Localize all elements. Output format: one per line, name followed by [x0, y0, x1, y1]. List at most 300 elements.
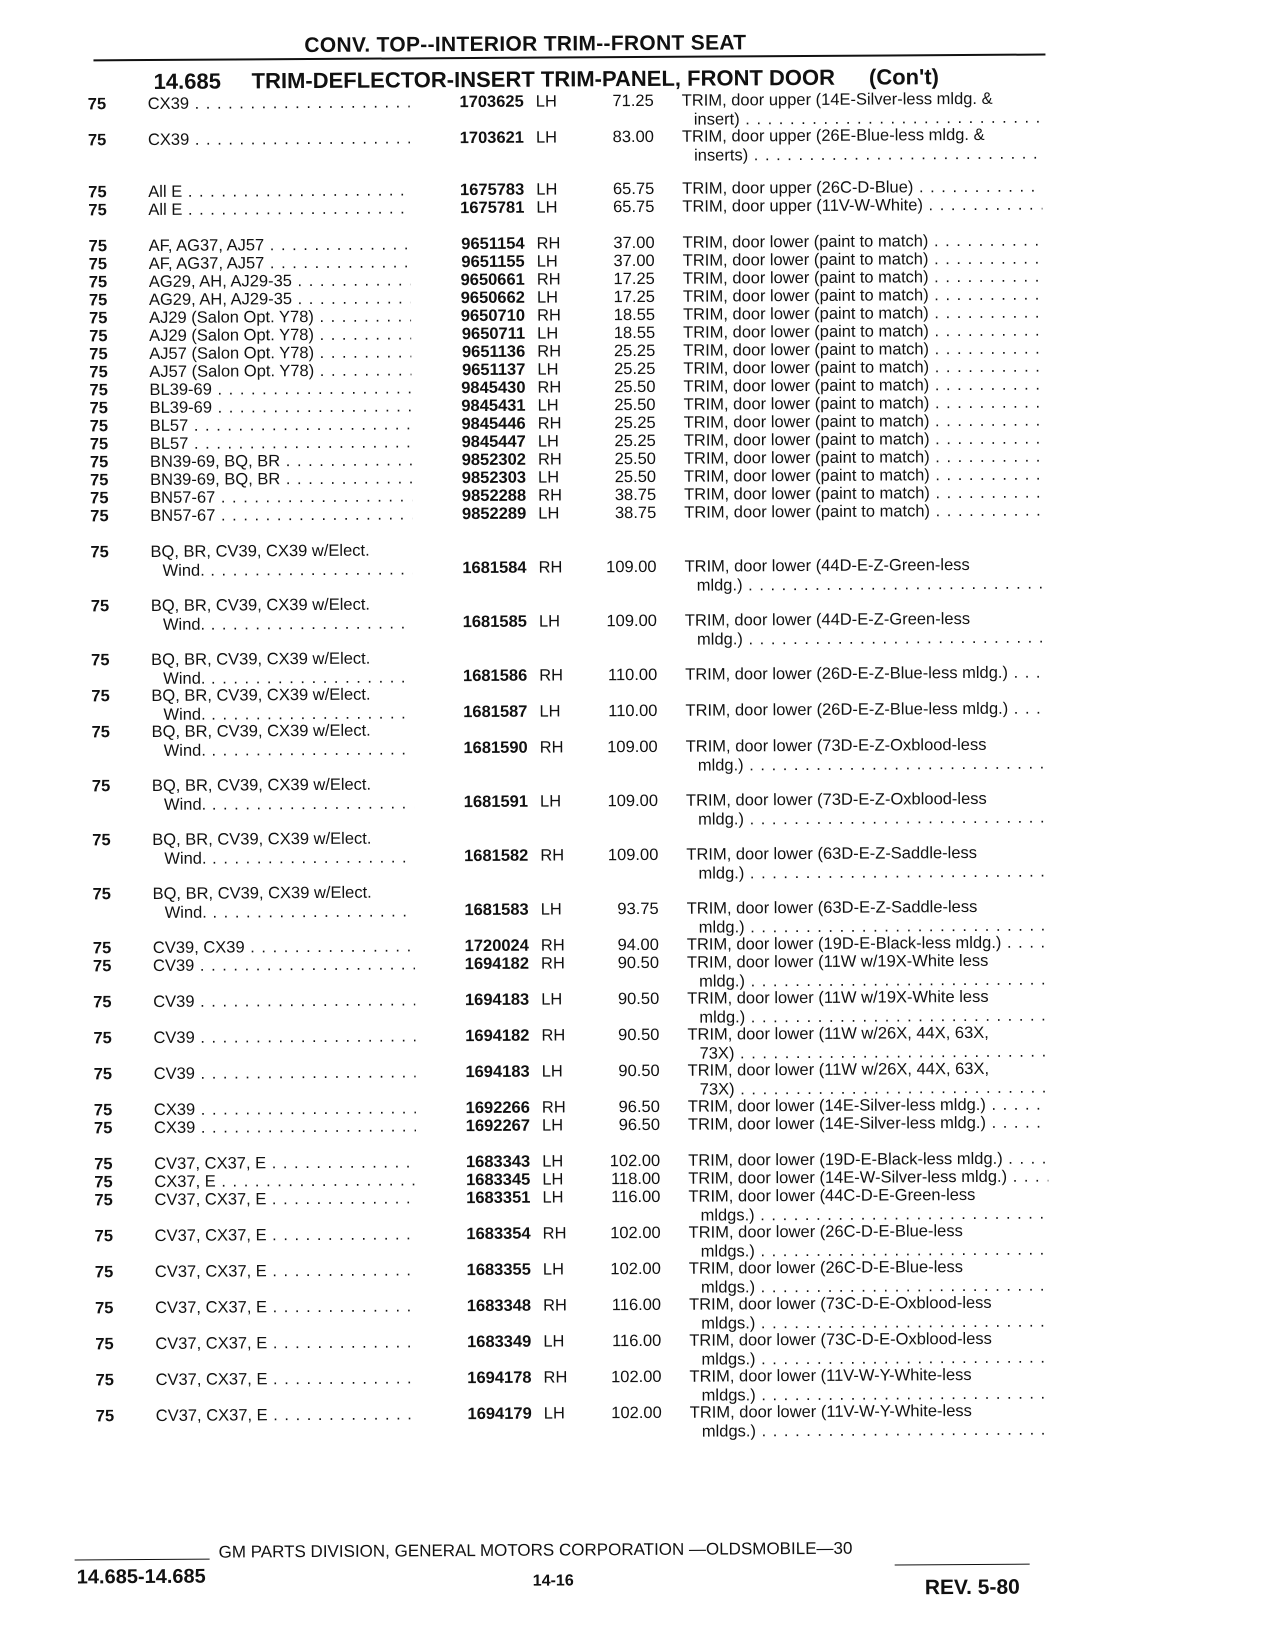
model-text: BQ, BR, CV39, CX39 w/Elect. — [151, 685, 371, 705]
description-text: TRIM, door lower (44D-E-Z-Green-less — [684, 609, 971, 630]
code-cell: 75 — [95, 1407, 115, 1426]
description-text: TRIM, door lower (44D-E-Z-Green-less — [684, 555, 970, 576]
description-text: TRIM, door lower (paint to match) . . . — [683, 286, 1043, 307]
model-text: BQ, BR, CV39, CX39 w/Elect. — [150, 595, 371, 615]
description-cell — [687, 988, 1047, 1027]
model-text: Wind. . . . — [152, 848, 414, 868]
side-cell: LH — [537, 396, 559, 415]
model-text: BQ, BR, CV39, CX39 w/Elect. — [152, 829, 372, 849]
description-text: mldg.) . . . — [685, 574, 1045, 595]
part-number-cell: 9651154 — [461, 234, 525, 254]
description-text: mldg.) . . . — [685, 628, 1045, 649]
model-text: Wind. . . . — [151, 668, 413, 688]
model-cell — [149, 361, 411, 381]
description-text: TRIM, door lower (73C-D-E-Oxblood-less — [689, 1329, 992, 1350]
part-number-cell: 1681584 — [462, 558, 527, 578]
price-cell: 83.00 — [612, 127, 655, 147]
model-cell — [153, 991, 415, 1011]
price-cell: 90.50 — [617, 953, 660, 973]
part-number-cell: 9650661 — [460, 270, 525, 290]
price-cell: 102.00 — [610, 1259, 661, 1279]
side-cell: RH — [537, 378, 562, 397]
side-cell: RH — [536, 306, 561, 325]
model-cell — [154, 1189, 416, 1209]
model-text: CX39 . . . — [148, 93, 410, 113]
description-text: mldg.) . . . — [686, 754, 1046, 775]
code-cell: 75 — [88, 309, 108, 328]
side-cell: LH — [539, 702, 561, 721]
model-cell — [149, 325, 411, 345]
price-cell: 38.75 — [614, 485, 657, 505]
description-text: TRIM, door lower (paint to match) . . . — [683, 322, 1043, 343]
code-cell: 75 — [88, 273, 108, 292]
part-number-cell: 9650710 — [460, 306, 526, 326]
model-text: BQ, BR, CV39, CX39 w/Elect. — [151, 775, 372, 795]
part-number-cell: 1694183 — [464, 990, 530, 1010]
table-row — [2, 1148, 1280, 1174]
part-number-cell: 9852288 — [461, 486, 527, 506]
part-number-cell: 1694182 — [465, 1026, 530, 1046]
description-text: TRIM, door lower (26D-E-Z-Blue-less mldg.) . . . — [685, 664, 1045, 685]
side-cell: RH — [540, 846, 565, 865]
description-cell — [684, 502, 1044, 523]
side-cell: LH — [542, 1170, 564, 1189]
price-cell: 38.75 — [614, 503, 657, 523]
part-number-cell: 9651155 — [461, 252, 525, 272]
side-cell: RH — [538, 558, 563, 577]
description-text: TRIM, door lower (paint to match) . . . — [684, 448, 1044, 469]
price-cell: 25.25 — [614, 413, 656, 433]
part-number-cell: 1681586 — [462, 666, 528, 686]
description-text: TRIM, door upper (11V-W-White) . . . — [682, 196, 1042, 217]
model-text: BN39-69, BQ, BR . . . — [150, 469, 412, 489]
model-text: BQ, BR, CV39, CX39 w/Elect. — [152, 883, 372, 903]
model-cell — [155, 1225, 417, 1245]
price-cell: 71.25 — [612, 91, 654, 111]
model-text: BN39-69, BQ, BR . . . — [150, 451, 412, 471]
side-cell: RH — [538, 486, 563, 505]
part-number-cell: 1683345 — [466, 1170, 531, 1190]
model-cell — [149, 379, 411, 399]
model-text: AJ57 (Salon Opt. Y78) . . . — [149, 343, 411, 363]
description-cell — [686, 844, 1046, 883]
description-text: TRIM, door lower (paint to match) . . . — [684, 484, 1044, 505]
description-text: 73X) . . . — [687, 1042, 1047, 1063]
model-text: AG29, AH, AJ29-35 . . . — [149, 289, 411, 309]
price-cell: 93.75 — [617, 899, 659, 919]
price-cell: 25.50 — [614, 449, 656, 469]
model-text: BN57-67 . . . — [150, 487, 412, 507]
model-text: Wind. . . . — [152, 794, 414, 814]
section-number: 14.685 — [153, 68, 221, 94]
table-row — [4, 1400, 1280, 1441]
model-text: CX39 . . . — [154, 1099, 416, 1119]
price-cell: 25.25 — [614, 359, 656, 379]
code-cell: 75 — [94, 1227, 114, 1246]
price-cell: 17.25 — [613, 269, 655, 289]
price-cell: 96.50 — [618, 1097, 660, 1117]
part-number-cell: 1694179 — [467, 1404, 532, 1424]
model-text: All E . . . — [148, 181, 410, 201]
part-number-cell: 1703621 — [459, 128, 525, 148]
price-cell: 94.00 — [617, 935, 659, 955]
description-text: TRIM, door lower (11W w/26X, 44X, 63X, — [687, 1059, 990, 1080]
footer-revision: REV. 5-80 — [924, 1575, 1020, 1600]
description-text: TRIM, door lower (26D-E-Z-Blue-less mldg.) . . . — [685, 700, 1045, 721]
side-cell: RH — [536, 234, 561, 253]
table-row — [1, 986, 1280, 1027]
code-cell: 75 — [94, 1191, 113, 1210]
price-cell: 109.00 — [606, 611, 657, 631]
description-cell — [687, 952, 1047, 991]
price-cell: 102.00 — [609, 1151, 661, 1171]
description-cell — [688, 1186, 1048, 1225]
model-text: CV37, CX37, E . . . — [154, 1189, 416, 1209]
description-cell — [685, 610, 1045, 649]
part-number-cell: 1683354 — [466, 1224, 531, 1244]
description-text: TRIM, door lower (14E-Silver-less mldg.) . . . — [688, 1114, 1048, 1135]
model-cell — [153, 955, 415, 975]
description-text: mldg.) . . . — [687, 970, 1047, 991]
table-row — [3, 1364, 1280, 1405]
side-cell: RH — [540, 954, 565, 973]
part-number-cell: 1681587 — [463, 702, 528, 722]
description-cell — [685, 556, 1045, 595]
price-cell: 109.00 — [607, 791, 659, 811]
model-text: Wind. . . . — [152, 740, 414, 760]
part-number-cell: 1694183 — [465, 1062, 530, 1082]
model-text: CV39 . . . — [153, 991, 415, 1011]
model-text: Wind. . . . — [153, 902, 415, 922]
price-cell: 18.55 — [613, 305, 656, 325]
page-title: CONV. TOP--INTERIOR TRIM--FRONT SEAT — [304, 31, 747, 58]
code-cell: 75 — [90, 507, 109, 526]
model-text: AF, AG37, AJ57 . . . — [149, 253, 411, 273]
description-text: TRIM, door lower (paint to match) . . . — [684, 412, 1044, 433]
price-cell: 90.50 — [617, 989, 660, 1009]
code-cell: 75 — [91, 723, 110, 742]
part-number-cell: 9852302 — [461, 450, 526, 470]
part-number-cell: 9651136 — [461, 342, 526, 362]
code-cell: 75 — [95, 1371, 114, 1390]
table-row — [3, 1292, 1280, 1333]
description-cell — [682, 90, 1042, 129]
part-number-cell: 9852303 — [461, 468, 527, 488]
description-text: TRIM, door lower (paint to match) . . . — [683, 340, 1043, 361]
part-number-cell: 1681582 — [464, 846, 529, 866]
section-continued: (Con't) — [868, 64, 940, 90]
description-text: TRIM, door lower (paint to match) . . . — [683, 304, 1043, 325]
part-number-cell: 1683355 — [466, 1260, 531, 1280]
side-cell: RH — [537, 450, 562, 469]
model-cell — [149, 235, 411, 255]
description-cell — [685, 664, 1045, 685]
code-cell: 75 — [91, 687, 110, 706]
description-text: 73X) . . . — [688, 1078, 1048, 1099]
table-row — [0, 124, 1276, 165]
model-cell — [156, 1405, 418, 1425]
code-cell: 75 — [91, 777, 111, 796]
model-cell — [149, 253, 411, 273]
side-cell: RH — [536, 270, 561, 289]
side-cell: LH — [537, 432, 559, 451]
description-text: TRIM, door lower (paint to match) . . . — [684, 430, 1044, 451]
model-text: BN57-67 . . . — [150, 505, 412, 525]
side-cell: LH — [536, 252, 558, 271]
description-text: TRIM, door lower (paint to match) . . . — [684, 394, 1044, 415]
side-cell: LH — [542, 1188, 564, 1207]
model-cell — [153, 937, 415, 957]
code-cell: 75 — [88, 237, 108, 256]
part-number-cell: 1703625 — [459, 92, 524, 112]
code-cell: 75 — [89, 435, 109, 454]
code-cell: 75 — [95, 1299, 114, 1318]
table-row — [2, 1094, 1280, 1120]
model-text: BQ, BR, CV39, CX39 w/Elect. — [150, 541, 370, 561]
part-number-cell: 1683348 — [466, 1296, 532, 1316]
price-cell: 109.00 — [606, 557, 657, 577]
model-text: BQ, BR, CV39, CX39 w/Elect. — [151, 721, 371, 741]
side-cell: LH — [537, 324, 559, 343]
model-cell — [149, 289, 411, 309]
model-cell — [150, 433, 412, 453]
model-cell — [148, 129, 410, 149]
table-row — [0, 176, 1276, 202]
price-cell: 25.50 — [614, 467, 657, 487]
model-cell — [150, 415, 412, 435]
model-cell — [150, 541, 412, 580]
side-cell: RH — [537, 342, 562, 361]
part-number-cell: 1681590 — [463, 738, 528, 758]
model-text: CV37, CX37, E . . . — [155, 1333, 417, 1353]
description-text: TRIM, door lower (paint to match) . . . — [683, 268, 1043, 289]
model-cell — [152, 721, 414, 760]
model-cell — [150, 397, 412, 417]
model-cell — [152, 775, 414, 814]
code-cell: 75 — [94, 1155, 113, 1174]
model-cell — [151, 649, 413, 688]
model-text: CV37, CX37, E . . . — [155, 1369, 417, 1389]
model-text: CX39 . . . — [154, 1117, 416, 1137]
table-row — [0, 230, 1277, 256]
price-cell: 109.00 — [607, 737, 658, 757]
code-cell: 75 — [93, 1029, 112, 1048]
price-cell: 116.00 — [612, 1331, 662, 1351]
table-row — [0, 536, 1278, 595]
code-cell: 75 — [88, 255, 108, 274]
code-cell: 75 — [92, 957, 112, 976]
model-text: CV37, CX37, E . . . — [154, 1153, 416, 1173]
description-text: TRIM, door lower (73D-E-Z-Oxblood-less — [685, 735, 987, 756]
footer-range: 14.685-14.685 — [76, 1565, 206, 1589]
side-cell: LH — [539, 792, 562, 811]
description-text: TRIM, door upper (26C-D-Blue) . . . — [682, 178, 1042, 199]
code-cell: 75 — [92, 831, 111, 850]
table-row — [0, 824, 1280, 883]
part-number-cell: 9845431 — [461, 396, 526, 416]
side-cell: RH — [541, 1026, 566, 1045]
model-text: BL39-69 . . . — [150, 397, 412, 417]
side-cell: LH — [542, 1260, 565, 1279]
description-cell — [689, 1222, 1049, 1261]
model-text: CV39 . . . — [153, 1027, 415, 1047]
model-text: Wind. . . . — [151, 560, 413, 580]
side-cell: LH — [541, 1116, 564, 1135]
description-text: TRIM, door lower (14E-Silver-less mldg.) . . . — [688, 1096, 1048, 1117]
code-cell: 75 — [88, 183, 107, 202]
description-text: mldgs.) . . . — [689, 1348, 1049, 1369]
model-cell — [150, 451, 412, 471]
model-text: BL39-69 . . . — [149, 379, 411, 399]
description-text: mldg.) . . . — [687, 916, 1047, 937]
description-text: TRIM, door lower (11W w/19X-White less — [687, 987, 989, 1008]
description-cell — [689, 1330, 1049, 1369]
model-cell — [150, 505, 412, 525]
description-text: TRIM, door lower (paint to match) . . . — [683, 376, 1043, 397]
model-text: AJ29 (Salon Opt. Y78) . . . — [149, 325, 411, 345]
side-cell: LH — [537, 360, 559, 379]
description-cell — [682, 196, 1042, 217]
description-text: TRIM, door lower (19D-E-Black-less mldg.) . . . — [688, 1150, 1048, 1171]
code-cell: 75 — [89, 327, 108, 346]
part-number-cell: 9650711 — [461, 324, 526, 344]
part-number-cell: 9845446 — [461, 414, 526, 434]
code-cell: 75 — [92, 939, 112, 958]
description-text: TRIM, door lower (11W w/26X, 44X, 63X, — [687, 1023, 989, 1044]
price-cell: 18.55 — [613, 323, 656, 343]
code-cell: 75 — [93, 1065, 113, 1084]
model-text: CV37, CX37, E . . . — [155, 1225, 417, 1245]
description-text: TRIM, door lower (paint to match) . . . — [684, 502, 1044, 523]
description-text: TRIM, door lower (26C-D-E-Blue-less — [688, 1258, 964, 1278]
model-cell — [149, 271, 411, 291]
code-cell: 75 — [91, 651, 110, 670]
description-text: TRIM, door lower (26C-D-E-Blue-less — [688, 1222, 963, 1242]
model-cell — [150, 487, 412, 507]
part-number-cell: 1694182 — [464, 954, 530, 974]
side-cell: LH — [535, 92, 557, 111]
description-text: insert) . . . — [682, 108, 1042, 129]
model-text: BL57 . . . — [150, 415, 412, 435]
model-text: CV39, CX39 . . . — [153, 937, 415, 957]
code-cell: 75 — [87, 95, 107, 114]
part-number-cell: 1692267 — [465, 1116, 531, 1136]
model-cell — [149, 307, 411, 327]
model-text: CX39 . . . — [148, 129, 410, 149]
code-cell: 75 — [90, 543, 109, 562]
part-number-cell: 9845447 — [461, 432, 526, 452]
part-number-cell: 1694178 — [467, 1368, 532, 1388]
part-number-cell: 1675783 — [459, 180, 525, 200]
footer-rule-left — [75, 1559, 210, 1561]
description-text: mldgs.) . . . — [688, 1204, 1048, 1225]
table-row — [3, 1256, 1280, 1297]
table-row — [1, 932, 1280, 958]
price-cell: 25.50 — [614, 395, 656, 415]
description-text: TRIM, door upper (26E-Blue-less mldg. & — [681, 125, 985, 146]
price-cell: 118.00 — [611, 1169, 661, 1189]
model-cell — [150, 469, 412, 489]
price-cell: 116.00 — [611, 1187, 661, 1207]
code-cell: 75 — [89, 453, 109, 472]
model-cell — [154, 1171, 416, 1191]
description-cell — [688, 1060, 1048, 1099]
price-cell: 90.50 — [618, 1025, 660, 1045]
code-cell: 75 — [88, 201, 107, 220]
price-cell: 102.00 — [610, 1223, 661, 1243]
side-cell: LH — [543, 1404, 565, 1423]
description-text: TRIM, door lower (11V-W-Y-White-less — [689, 1365, 972, 1386]
side-cell: LH — [535, 128, 558, 147]
table-row — [3, 1328, 1280, 1369]
model-text: CV39 . . . — [153, 955, 415, 975]
description-cell — [687, 898, 1047, 937]
description-cell — [686, 736, 1046, 775]
price-cell: 102.00 — [611, 1403, 662, 1423]
description-text: TRIM, door lower (paint to match) . . . — [684, 466, 1044, 487]
code-cell: 75 — [93, 993, 112, 1012]
price-cell: 102.00 — [611, 1367, 662, 1387]
side-cell: LH — [536, 288, 559, 307]
table-row — [3, 1220, 1280, 1261]
model-text: AJ29 (Salon Opt. Y78) . . . — [149, 307, 411, 327]
description-text: TRIM, door lower (11V-W-Y-White-less — [689, 1401, 972, 1422]
description-cell — [688, 1114, 1048, 1135]
part-number-cell: 1683349 — [467, 1332, 532, 1352]
model-cell — [154, 1099, 416, 1119]
description-text: TRIM, door upper (14E-Silver-less mldg. & — [681, 89, 993, 110]
part-number-cell: 1681591 — [463, 792, 529, 812]
price-cell: 25.25 — [613, 341, 656, 361]
table-row — [0, 644, 1279, 688]
description-cell — [690, 1402, 1050, 1441]
part-number-cell: 1681583 — [464, 900, 529, 920]
section-title: TRIM-DEFLECTOR-INSERT TRIM-PANEL, FRONT DOOR — [251, 64, 836, 94]
description-cell — [686, 790, 1046, 829]
model-text: CX37, E . . . — [154, 1171, 416, 1191]
code-cell: 75 — [90, 489, 109, 508]
price-cell: 110.00 — [608, 701, 658, 721]
description-cell — [682, 126, 1042, 165]
model-cell — [153, 1027, 415, 1047]
description-text: TRIM, door lower (19D-E-Black-less mldg.) . . . — [687, 934, 1047, 955]
table-row — [0, 770, 1280, 829]
price-cell: 17.25 — [613, 287, 655, 307]
part-number-cell: 1720024 — [464, 936, 529, 956]
side-cell: LH — [538, 504, 560, 523]
price-cell: 109.00 — [607, 845, 659, 865]
side-cell: LH — [543, 1332, 565, 1351]
description-cell — [687, 1024, 1047, 1063]
description-text: mldgs.) . . . — [690, 1384, 1050, 1405]
table-row — [2, 1058, 1280, 1099]
table-row — [0, 590, 1279, 649]
description-cell — [685, 700, 1045, 721]
model-cell — [148, 199, 410, 219]
code-cell: 75 — [93, 1101, 113, 1120]
price-cell: 65.75 — [613, 197, 655, 217]
side-cell: RH — [540, 936, 565, 955]
side-cell: LH — [541, 1062, 563, 1081]
part-number-cell: 1683351 — [466, 1188, 531, 1208]
description-text: mldgs.) . . . — [689, 1240, 1049, 1261]
model-cell — [151, 685, 413, 724]
model-cell — [148, 93, 410, 113]
price-cell: 116.00 — [611, 1295, 662, 1315]
code-cell: 75 — [89, 471, 109, 490]
price-cell: 25.25 — [614, 431, 656, 451]
model-cell — [152, 829, 414, 868]
